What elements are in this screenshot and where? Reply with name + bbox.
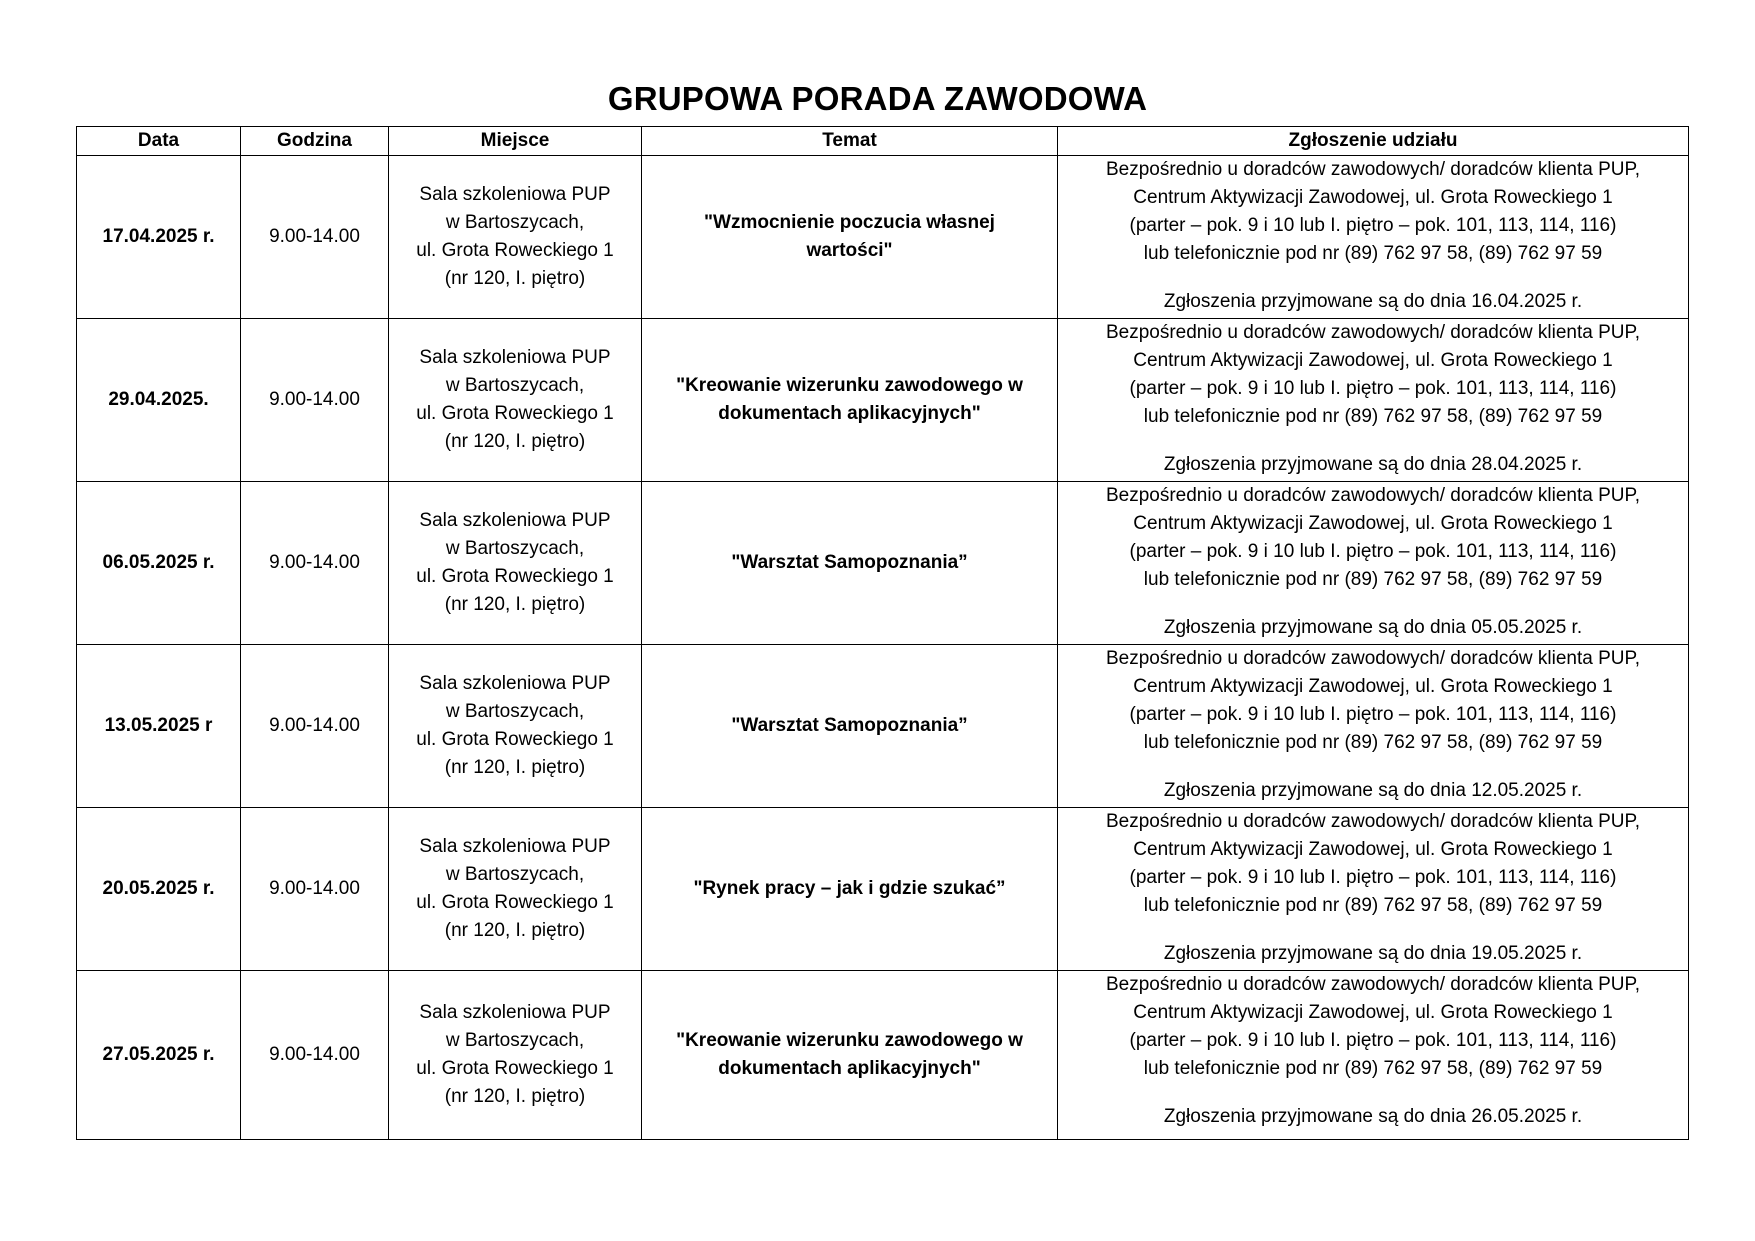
topic-cell xyxy=(642,319,1058,482)
topic-cell xyxy=(642,156,1058,319)
signup-deadline: Zgłoszenia przyjmowane są do dnia 16.04.2025 r. xyxy=(1163,291,1583,312)
contact-line: Centrum Aktywizacji Zawodowej, ul. Grota Roweckiego 1 xyxy=(1133,1002,1613,1023)
signup-cell xyxy=(1058,156,1689,319)
contact-line: (parter – pok. 9 i 10 lub I. piętro – pok. 101, 113, 114, 116) xyxy=(1129,704,1617,725)
signup-cell xyxy=(1058,808,1689,971)
place-cell xyxy=(389,319,642,482)
header-date: Data xyxy=(77,127,241,156)
topic-line: "Wzmocnienie poczucia własnej xyxy=(704,212,995,233)
table-row xyxy=(77,482,1689,645)
contact-line: lub telefonicznie pod nr (89) 762 97 58, (89) 762 97 59 xyxy=(1143,569,1603,590)
place-line: w Bartoszycach, xyxy=(445,1030,585,1051)
table-body xyxy=(77,156,1689,1140)
signup-deadline: Zgłoszenia przyjmowane są do dnia 19.05.2025 r. xyxy=(1163,943,1583,964)
header-topic: Temat xyxy=(642,127,1058,156)
contact-line: Centrum Aktywizacji Zawodowej, ul. Grota Roweckiego 1 xyxy=(1133,350,1613,371)
place-line: ul. Grota Roweckiego 1 xyxy=(416,566,614,587)
schedule-table xyxy=(76,126,1689,1140)
contact-line: lub telefonicznie pod nr (89) 762 97 58, (89) 762 97 59 xyxy=(1143,243,1603,264)
contact-line: Bezpośrednio u doradców zawodowych/ doradców klienta PUP, xyxy=(1105,485,1641,506)
contact-line: Bezpośrednio u doradców zawodowych/ doradców klienta PUP, xyxy=(1105,159,1641,180)
place-line: Sala szkoleniowa PUP xyxy=(419,836,611,857)
contact-line: Centrum Aktywizacji Zawodowej, ul. Grota Roweckiego 1 xyxy=(1133,187,1613,208)
signup-contact-info xyxy=(1064,808,1682,920)
signup-deadline: Zgłoszenia przyjmowane są do dnia 12.05.2025 r. xyxy=(1163,780,1583,801)
date-cell: 29.04.2025. xyxy=(77,319,241,482)
signup-cell xyxy=(1058,971,1689,1140)
signup-contact-info xyxy=(1064,482,1682,594)
contact-line: lub telefonicznie pod nr (89) 762 97 58, (89) 762 97 59 xyxy=(1143,406,1603,427)
table-row xyxy=(77,971,1689,1140)
header-time: Godzina xyxy=(241,127,389,156)
contact-line: (parter – pok. 9 i 10 lub I. piętro – pok. 101, 113, 114, 116) xyxy=(1129,541,1617,562)
place-line: (nr 120, I. piętro) xyxy=(444,920,586,941)
signup-cell xyxy=(1058,645,1689,808)
table-row xyxy=(77,808,1689,971)
contact-line: Bezpośrednio u doradców zawodowych/ doradców klienta PUP, xyxy=(1105,974,1641,995)
topic-line: dokumentach aplikacyjnych" xyxy=(718,403,981,424)
place-cell xyxy=(389,482,642,645)
place-line: (nr 120, I. piętro) xyxy=(444,757,586,778)
table-row xyxy=(77,319,1689,482)
place-line: w Bartoszycach, xyxy=(445,212,585,233)
contact-line: Bezpośrednio u doradców zawodowych/ doradców klienta PUP, xyxy=(1105,811,1641,832)
date-cell: 17.04.2025 r. xyxy=(77,156,241,319)
place-line: w Bartoszycach, xyxy=(445,375,585,396)
place-line: ul. Grota Roweckiego 1 xyxy=(416,240,614,261)
contact-line: lub telefonicznie pod nr (89) 762 97 58, (89) 762 97 59 xyxy=(1143,732,1603,753)
place-line: (nr 120, I. piętro) xyxy=(444,1086,586,1107)
date-cell: 27.05.2025 r. xyxy=(77,971,241,1140)
place-cell xyxy=(389,156,642,319)
place-line: ul. Grota Roweckiego 1 xyxy=(416,892,614,913)
header-signup: Zgłoszenie udziału xyxy=(1058,127,1689,156)
topic-cell xyxy=(642,808,1058,971)
time-cell: 9.00-14.00 xyxy=(241,156,389,319)
contact-line: (parter – pok. 9 i 10 lub I. piętro – pok. 101, 113, 114, 116) xyxy=(1129,867,1617,888)
contact-line: Centrum Aktywizacji Zawodowej, ul. Grota Roweckiego 1 xyxy=(1133,676,1613,697)
topic-cell xyxy=(642,645,1058,808)
signup-deadline: Zgłoszenia przyjmowane są do dnia 26.05.2025 r. xyxy=(1163,1106,1583,1127)
signup-cell xyxy=(1058,319,1689,482)
page-title: GRUPOWA PORADA ZAWODOWA xyxy=(607,80,1148,117)
table-row xyxy=(77,156,1689,319)
topic-line: "Warsztat Samopoznania” xyxy=(731,715,968,736)
place-line: w Bartoszycach, xyxy=(445,701,585,722)
date-cell: 20.05.2025 r. xyxy=(77,808,241,971)
topic-line: dokumentach aplikacyjnych" xyxy=(718,1058,981,1079)
place-line: Sala szkoleniowa PUP xyxy=(419,673,611,694)
place-line: ul. Grota Roweckiego 1 xyxy=(416,1058,614,1079)
header-place: Miejsce xyxy=(389,127,642,156)
topic-line: "Kreowanie wizerunku zawodowego w xyxy=(676,1030,1023,1051)
place-line: ul. Grota Roweckiego 1 xyxy=(416,729,614,750)
place-cell xyxy=(389,808,642,971)
time-cell: 9.00-14.00 xyxy=(241,808,389,971)
place-line: Sala szkoleniowa PUP xyxy=(419,347,611,368)
contact-line: (parter – pok. 9 i 10 lub I. piętro – pok. 101, 113, 114, 116) xyxy=(1129,215,1617,236)
contact-line: (parter – pok. 9 i 10 lub I. piętro – pok. 101, 113, 114, 116) xyxy=(1129,378,1617,399)
table-header-row xyxy=(77,127,1689,156)
contact-line: Centrum Aktywizacji Zawodowej, ul. Grota Roweckiego 1 xyxy=(1133,513,1613,534)
place-line: (nr 120, I. piętro) xyxy=(444,268,586,289)
signup-deadline: Zgłoszenia przyjmowane są do dnia 05.05.2025 r. xyxy=(1163,617,1583,638)
place-cell xyxy=(389,971,642,1140)
contact-line: Centrum Aktywizacji Zawodowej, ul. Grota Roweckiego 1 xyxy=(1133,839,1613,860)
time-cell: 9.00-14.00 xyxy=(241,645,389,808)
place-line: Sala szkoleniowa PUP xyxy=(419,1002,611,1023)
topic-cell xyxy=(642,971,1058,1140)
contact-line: lub telefonicznie pod nr (89) 762 97 58, (89) 762 97 59 xyxy=(1143,1058,1603,1079)
place-line: w Bartoszycach, xyxy=(445,864,585,885)
place-line: w Bartoszycach, xyxy=(445,538,585,559)
date-cell: 06.05.2025 r. xyxy=(77,482,241,645)
topic-line: "Warsztat Samopoznania” xyxy=(731,552,968,573)
contact-line: Bezpośrednio u doradców zawodowych/ doradców klienta PUP, xyxy=(1105,322,1641,343)
topic-line: wartości" xyxy=(806,240,893,261)
signup-contact-info xyxy=(1064,319,1682,431)
contact-line: Bezpośrednio u doradców zawodowych/ doradców klienta PUP, xyxy=(1105,648,1641,669)
contact-line: (parter – pok. 9 i 10 lub I. piętro – pok. 101, 113, 114, 116) xyxy=(1129,1030,1617,1051)
signup-contact-info xyxy=(1064,156,1682,268)
topic-line: "Kreowanie wizerunku zawodowego w xyxy=(676,375,1023,396)
signup-deadline: Zgłoszenia przyjmowane są do dnia 28.04.2025 r. xyxy=(1163,454,1583,475)
topic-cell xyxy=(642,482,1058,645)
signup-contact-info xyxy=(1064,645,1682,757)
signup-cell xyxy=(1058,482,1689,645)
signup-contact-info xyxy=(1064,971,1682,1083)
place-line: (nr 120, I. piętro) xyxy=(444,594,586,615)
place-line: Sala szkoleniowa PUP xyxy=(419,184,611,205)
time-cell: 9.00-14.00 xyxy=(241,482,389,645)
contact-line: lub telefonicznie pod nr (89) 762 97 58, (89) 762 97 59 xyxy=(1143,895,1603,916)
place-line: (nr 120, I. piętro) xyxy=(444,431,586,452)
time-cell: 9.00-14.00 xyxy=(241,319,389,482)
place-line: Sala szkoleniowa PUP xyxy=(419,510,611,531)
date-cell: 13.05.2025 r xyxy=(77,645,241,808)
place-line: ul. Grota Roweckiego 1 xyxy=(416,403,614,424)
topic-line: "Rynek pracy – jak i gdzie szukać” xyxy=(693,878,1006,899)
place-cell xyxy=(389,645,642,808)
time-cell: 9.00-14.00 xyxy=(241,971,389,1140)
table-row xyxy=(77,645,1689,808)
